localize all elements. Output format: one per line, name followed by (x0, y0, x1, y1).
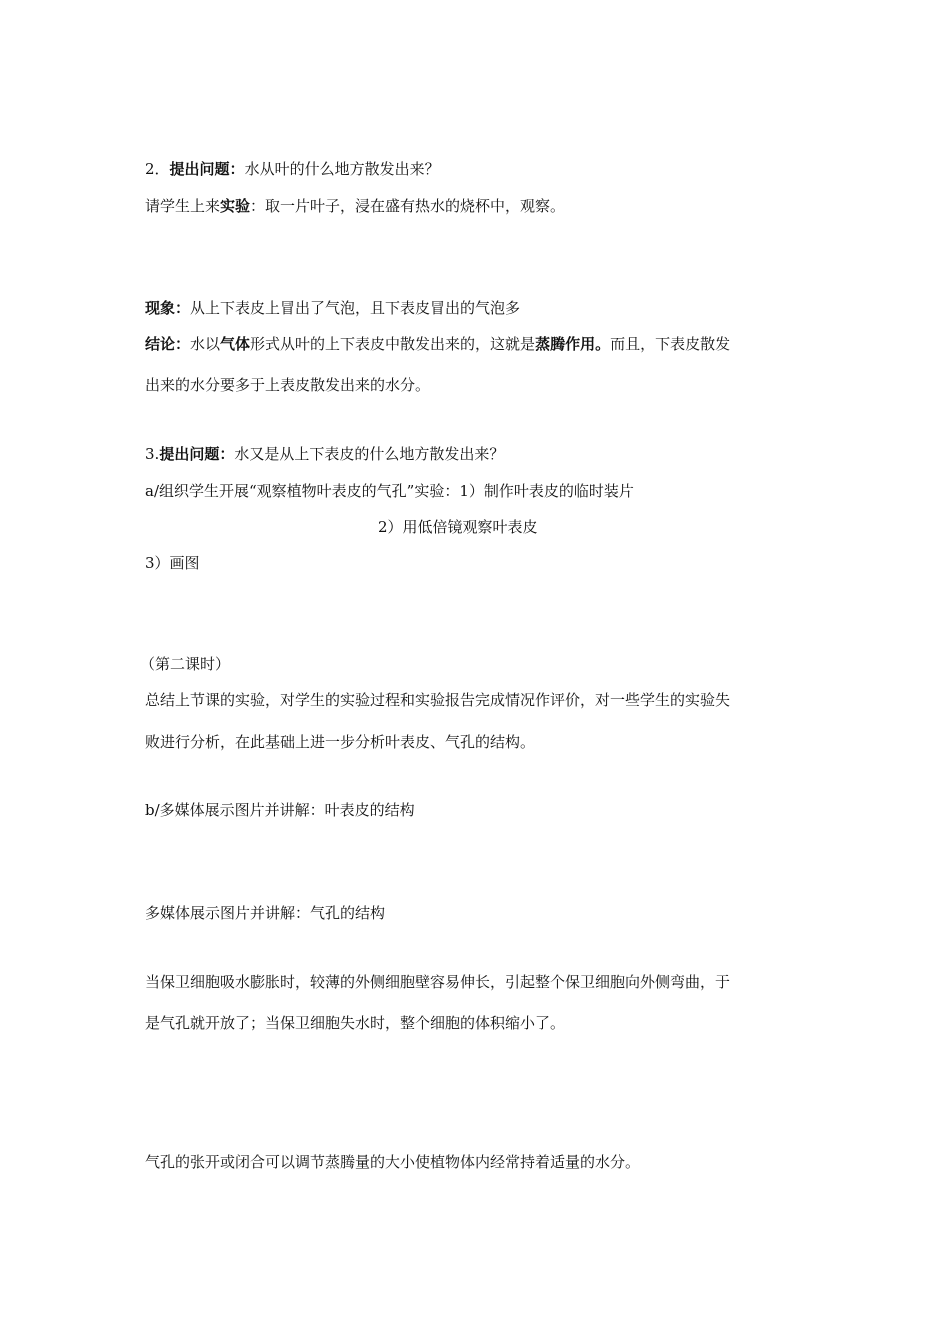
activity-a-line: a/组织学生开展“观察植物叶表皮的气孔”实验：1）制作叶表皮的临时装片 (145, 482, 634, 500)
summary-line-1: 总结上节课的实验，对学生的实验过程和实验报告完成情况作评价，对一些学生的实验失 (145, 691, 731, 709)
conclusion-line-2: 出来的水分要多于上表皮散发出来的水分。 (145, 376, 431, 394)
question-2-label: 提出问题： (169, 160, 245, 178)
conclusion-label: 结论： (145, 335, 191, 353)
gas-term: 气体 (220, 335, 251, 353)
activity-b-line: b/多媒体展示图片并讲解：叶表皮的结构 (145, 801, 415, 819)
question-3-line: 3.提出问题：水又是从上下表皮的什么地方散发出来？ (145, 445, 505, 463)
question-3-label: 提出问题： (159, 445, 235, 463)
step-2-line: 2）用低倍镜观察叶表皮 (378, 518, 538, 536)
experiment-instruction: 请学生上来实验：取一片叶子，浸在盛有热水的烧杯中，观察。 (145, 197, 566, 215)
experiment-label: 实验 (220, 197, 251, 215)
second-lesson-heading: （第二课时） (140, 655, 231, 673)
stoma-structure-line: 多媒体展示图片并讲解：气孔的结构 (145, 904, 386, 922)
guard-cell-line-1: 当保卫细胞吸水膨胀时，较薄的外侧细胞壁容易伸长，引起整个保卫细胞向外侧弯曲，于 (145, 973, 731, 991)
conclusion-line: 结论：水以气体形式从叶的上下表皮中散发出来的，这就是蒸腾作用。而且，下表皮散发 (145, 335, 731, 353)
transpiration-term: 蒸腾作用。 (535, 335, 611, 353)
question-2-line: 2．提出问题：水从叶的什么地方散发出来？ (145, 160, 440, 178)
step-3-line: 3）画图 (145, 554, 200, 572)
phenomenon-label: 现象： (145, 299, 191, 317)
summary-line-2: 败进行分析，在此基础上进一步分析叶表皮、气孔的结构。 (145, 733, 536, 751)
phenomenon-line: 现象：从上下表皮上冒出了气泡，且下表皮冒出的气泡多 (145, 299, 521, 317)
final-statement: 气孔的张开或闭合可以调节蒸腾量的大小使植物体内经常持着适量的水分。 (145, 1153, 641, 1171)
guard-cell-line-2: 是气孔就开放了；当保卫细胞失水时，整个细胞的体积缩小了。 (145, 1014, 566, 1032)
